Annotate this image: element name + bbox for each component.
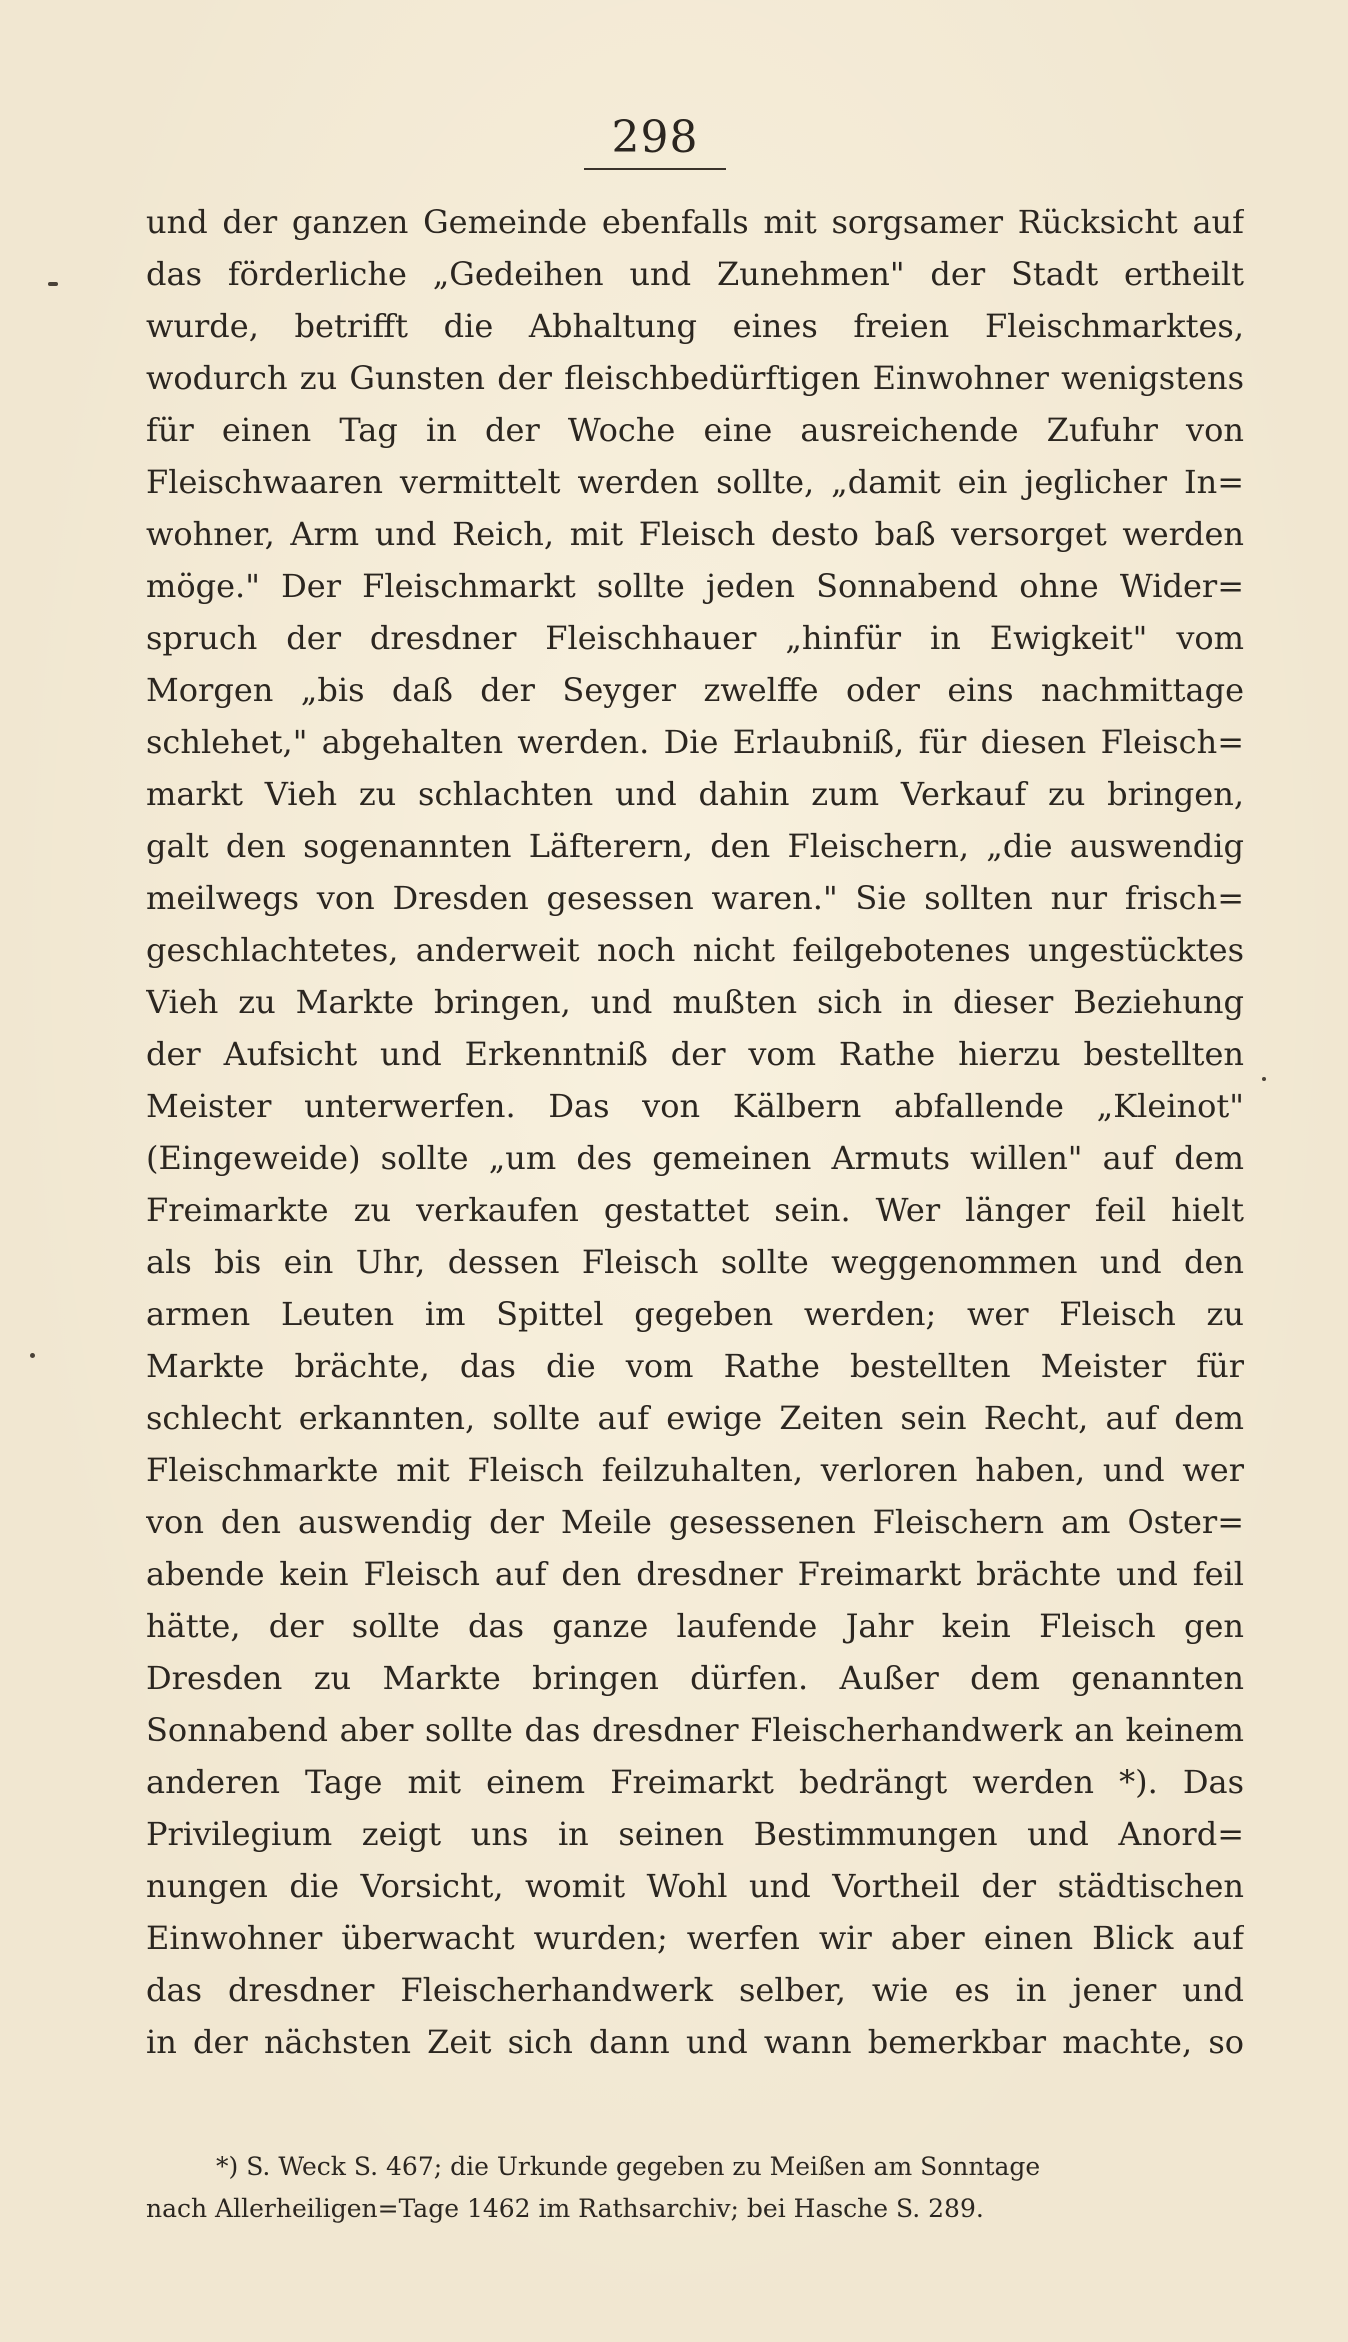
text-line: abende kein Fleisch auf den dresdner Freimarkt brächte und feil bbox=[146, 1555, 1244, 1593]
text-line: der Aufsicht und Erkenntniß der vom Rathe hierzu bestellten bbox=[146, 1035, 1244, 1073]
text-line: Privilegium zeigt uns in seinen Bestimmungen und Anord= bbox=[146, 1815, 1244, 1853]
text-line: schlecht erkannten, sollte auf ewige Zeiten sein Recht, auf dem bbox=[146, 1399, 1244, 1437]
text-line: Morgen „bis daß der Seyger zwelffe oder eins nachmittage bbox=[146, 671, 1244, 709]
page-number-rule bbox=[584, 168, 726, 170]
text-line: von den auswendig der Meile gesessenen Fleischern am Oster= bbox=[146, 1503, 1244, 1541]
text-line: Markte brächte, das die vom Rathe bestellten Meister für bbox=[146, 1347, 1244, 1385]
margin-dot-mark bbox=[30, 1353, 35, 1358]
text-line: das förderliche „Gedeihen und Zunehmen" der Stadt ertheilt bbox=[146, 255, 1244, 293]
text-line: Sonnabend aber sollte das dresdner Fleischerhandwerk an keinem bbox=[146, 1711, 1244, 1749]
text-line: (Eingeweide) sollte „um des gemeinen Armuts willen" auf dem bbox=[146, 1139, 1244, 1177]
text-line: spruch der dresdner Fleischhauer „hinfür in Ewigkeit" vom bbox=[146, 619, 1244, 657]
text-line: für einen Tag in der Woche eine ausreichende Zufuhr von bbox=[146, 411, 1244, 449]
text-line: schlehet," abgehalten werden. Die Erlaubniß, für diesen Fleisch= bbox=[146, 723, 1244, 761]
text-line: galt den sogenannten Läfterern, den Fleischern, „die auswendig bbox=[146, 827, 1244, 865]
text-line: Fleischwaaren vermittelt werden sollte, „damit ein jeglicher In= bbox=[146, 463, 1244, 501]
text-line: hätte, der sollte das ganze laufende Jahr kein Fleisch gen bbox=[146, 1607, 1244, 1645]
margin-dot-mark bbox=[1262, 1077, 1266, 1081]
text-line: wodurch zu Gunsten der fleischbedürftigen Einwohner wenigstens bbox=[146, 359, 1244, 397]
margin-dash-mark bbox=[48, 282, 58, 286]
text-line: meilwegs von Dresden gesessen waren." Sie sollten nur frisch= bbox=[146, 879, 1244, 917]
text-line: als bis ein Uhr, dessen Fleisch sollte weggenommen und den bbox=[146, 1243, 1244, 1281]
text-line: wurde, betrifft die Abhaltung eines freien Fleischmarktes, bbox=[146, 307, 1244, 345]
text-line: in der nächsten Zeit sich dann und wann bemerkbar machte, so bbox=[146, 2023, 1244, 2061]
text-line: Vieh zu Markte bringen, und mußten sich in dieser Beziehung bbox=[146, 983, 1244, 1021]
text-line: wohner, Arm und Reich, mit Fleisch desto baß versorget werden bbox=[146, 515, 1244, 553]
text-line: anderen Tage mit einem Freimarkt bedrängt werden *). Das bbox=[146, 1763, 1244, 1801]
text-line: das dresdner Fleischerhandwerk selber, wie es in jener und bbox=[146, 1971, 1244, 2009]
footnote bbox=[146, 2146, 1244, 2230]
text-line: Freimarkte zu verkaufen gestattet sein. Wer länger feil hielt bbox=[146, 1191, 1244, 1229]
text-line: Meister unterwerfen. Das von Kälbern abfallende „Kleinot" bbox=[146, 1087, 1244, 1125]
text-line: möge." Der Fleischmarkt sollte jeden Sonnabend ohne Wider= bbox=[146, 567, 1244, 605]
page-number: 298 bbox=[611, 112, 699, 163]
text-line: und der ganzen Gemeinde ebenfalls mit sorgsamer Rücksicht auf bbox=[146, 203, 1244, 241]
text-line: markt Vieh zu schlachten und dahin zum Verkauf zu bringen, bbox=[146, 775, 1244, 813]
text-line: nungen die Vorsicht, womit Wohl und Vortheil der städtischen bbox=[146, 1867, 1244, 1905]
text-line: Einwohner überwacht wurden; werfen wir aber einen Blick auf bbox=[146, 1919, 1244, 1957]
footnote-line: nach Allerheiligen=Tage 1462 im Rathsarchiv; bei Hasche S. 289. bbox=[146, 2194, 984, 2223]
body-text bbox=[146, 196, 1244, 2068]
text-line: Fleischmarkte mit Fleisch feilzuhalten, verloren haben, und wer bbox=[146, 1451, 1244, 1489]
text-line: geschlachtetes, anderweit noch nicht feilgebotenes ungestücktes bbox=[146, 931, 1244, 969]
footnote-line: *) S. Weck S. 467; die Urkunde gegeben zu Meißen am Sonntage bbox=[216, 2152, 1041, 2181]
text-line: Dresden zu Markte bringen dürfen. Außer dem genannten bbox=[146, 1659, 1244, 1697]
text-line: armen Leuten im Spittel gegeben werden; wer Fleisch zu bbox=[146, 1295, 1244, 1333]
